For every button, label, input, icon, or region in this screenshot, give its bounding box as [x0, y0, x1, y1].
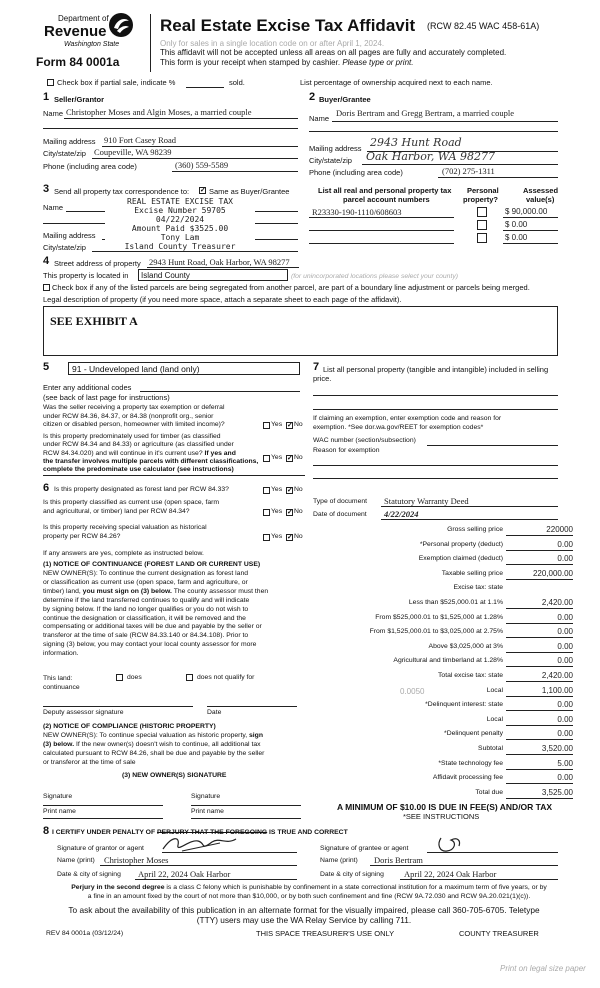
form-rcw: (RCW 82.45 WAC 458-61A) [427, 21, 540, 31]
parcel-2-value[interactable]: $ 0.00 [505, 220, 528, 229]
calc-value[interactable]: 1,100.00 [541, 686, 573, 695]
q-timber-no-label: No [294, 454, 303, 461]
state-label: Washington State [64, 41, 120, 48]
corr-name-label: Name [43, 203, 64, 212]
current-use-question: Is this property classified as current use (open space, farm and agricultural, or timber) land per RCW 84.34? [43, 499, 220, 515]
land-does-label: does [127, 674, 142, 681]
deputy-signature-label: Deputy assessor signature [43, 709, 124, 716]
doc-date-label: Date of document [313, 511, 367, 518]
correspondence-label: Send all property tax correspondence to: [54, 187, 190, 196]
timber-question: Is this property predominately used for timber (as classified under RCW 84.34 and 84.33) or agriculture (as classified under RCW 84.34.020) and will continue in it's current use? If yes and the transfer involves multiple parcels with different classifications, complete the predominate use calculator (see instructions) [43, 433, 259, 474]
street-label: Street address of property [54, 259, 141, 268]
q-current-use-yes[interactable] [263, 509, 270, 516]
doc-type-value[interactable]: Statutory Warranty Deed [384, 496, 469, 506]
section-1-number: 1 [43, 91, 50, 103]
calc-value[interactable]: 0.00 [557, 700, 573, 709]
q-timber-no[interactable]: ✓ [287, 455, 293, 462]
calc-label: Total due [475, 789, 503, 796]
stamp-line-1: REAL ESTATE EXCISE TAX [127, 197, 233, 206]
calc-label: *Personal property (deduct) [419, 541, 503, 548]
segregated-checkbox[interactable] [43, 284, 50, 291]
calc-value[interactable]: 0.00 [557, 729, 573, 738]
calc-label: *Delinquent interest: state [425, 701, 503, 708]
calc-value[interactable]: 2,420.00 [541, 671, 573, 680]
calc-underline [506, 739, 573, 740]
q-timber-yes-label: Yes [271, 454, 283, 461]
calc-value[interactable]: 220,000.00 [532, 569, 573, 578]
segregated-label: Check box if any of the listed parcels are being segregated from another parcel, are part of a boundary line adjustment or parcels being merged. [52, 283, 530, 292]
forest-question: Is this property designated as forest land per RCW 84.33? [54, 486, 229, 493]
calc-value[interactable]: 3,525.00 [541, 788, 573, 797]
section-4-number: 4 [43, 255, 50, 267]
section-7-number: 7 [313, 361, 320, 373]
stamp-line-4: Amount Paid $3525.00 [131, 224, 229, 233]
section-8-number: 8 [43, 825, 50, 837]
owner-print-2-label: Print name [191, 808, 224, 815]
calc-value[interactable]: 0.00 [557, 613, 573, 622]
q-historic-yes-label: Yes [271, 533, 283, 540]
calc-underline [506, 579, 573, 580]
calc-label: Less than $525,000.01 at 1.1% [408, 599, 503, 606]
notice-continuance-text: NEW OWNER(S): To continue the current designation as forest land or classification as current use (open space, farm and agriculture, or timber) land, you must sign on (3) below. The county assessor must then determine if the land transferred continues to qualify and will indicate by signing below. If the land no longer qualifies or you do not wish to continue the designation or classification, it will be removed and the compensating or additional taxes will be due and payable by the seller or transferor at the time of sale (RCW 84.33.140 or 84.34.108). Prior to signing (3) below, you may contact your local county assessor for more information. [43, 570, 269, 658]
buyer-mail-label: Mailing address [309, 144, 362, 153]
land-does-checkbox[interactable] [116, 674, 123, 681]
buyer-name-label: Name [309, 114, 330, 123]
calc-underline [506, 608, 573, 609]
calc-value[interactable]: 0.00 [557, 715, 573, 724]
calc-label: *State technology fee [438, 760, 503, 767]
q-forest-yes[interactable] [263, 487, 270, 494]
legal-size-note: Print on legal size paper [500, 964, 586, 973]
seller-heading: Seller/Grantor [54, 95, 105, 104]
dept-logo [44, 14, 124, 60]
stamp-line-3: 04/22/2024 [155, 215, 205, 224]
deputy-date-label: Date [207, 709, 222, 716]
certify-heading: I CERTIFY UNDER PENALTY OF PERJURY THAT THE FOREGOING IS TRUE AND CORRECT [52, 829, 348, 836]
calc-underline [506, 564, 573, 565]
q-historic-yes[interactable] [263, 534, 270, 541]
calc-value[interactable]: 0.00 [557, 627, 573, 636]
buyer-heading: Buyer/Grantee [319, 95, 371, 104]
grantor-name-value[interactable]: Christopher Moses [104, 855, 169, 865]
buyer-name-value[interactable]: Doris Bertram and Gregg Bertram, a married couple [336, 108, 514, 118]
corr-mail-label: Mailing address [43, 231, 96, 240]
calc-label: Affidavit processing fee [432, 774, 503, 781]
buyer-mail-value[interactable]: 2943 Hunt Road [370, 136, 462, 149]
buyer-phone-value[interactable]: (702) 275-1311 [442, 166, 495, 176]
additional-codes-note: (see back of last page for instructions) [43, 393, 170, 402]
q-current-use-no-label: No [294, 508, 303, 515]
seller-city-label: City/state/zip [43, 149, 86, 158]
located-label: This property is located in [43, 271, 129, 280]
parcel-1-number[interactable]: R23330-190-1110/608603 [312, 207, 402, 217]
parcel-1-value[interactable]: $ 90,000.00 [505, 207, 548, 216]
calc-underline [506, 725, 573, 726]
excise-stamp [105, 197, 255, 251]
calc-label: Total excise tax: state [438, 672, 503, 679]
calc-underline [506, 696, 573, 697]
partial-sale-checkbox[interactable] [47, 79, 54, 86]
calc-label: Exemption claimed (deduct) [418, 555, 503, 562]
calc-value[interactable]: 0.00 [557, 554, 573, 563]
doc-type-label: Type of document [313, 498, 368, 505]
legal-description-value: SEE EXHIBIT A [50, 314, 138, 328]
treasurer-use-label: THIS SPACE TREASURER'S USE ONLY [256, 929, 395, 938]
rev-number: REV 84 0001a (03/12/24) [46, 930, 124, 937]
buyer-city-label: City/state/zip [309, 156, 352, 165]
grantee-date-label: Date & city of signing [320, 871, 384, 878]
grantor-sig-label: Signature of grantor or agent [57, 845, 144, 852]
land-use-value: 91 - Undeveloped land (land only) [72, 364, 200, 374]
revenue-label: Revenue [44, 23, 107, 40]
same-as-buyer-checkbox[interactable]: ✓ [200, 187, 206, 194]
parcel-header-values: value(s) [526, 195, 555, 204]
parcel-3-personal-checkbox[interactable] [477, 233, 487, 243]
revenue-swirl-icon [108, 12, 134, 38]
seller-phone-value[interactable]: (360) 559-5589 [175, 160, 229, 170]
calc-value[interactable]: 0.00 [557, 773, 573, 782]
exemption-claim-text: If claiming an exemption, enter exemption code and reason for exemption. *See dor.wa.gov/REET for exemption codes* [313, 415, 502, 431]
ownership-pct-label: List percentage of ownership acquired next to each name. [300, 78, 493, 87]
notice-continuance-heading: (1) NOTICE OF CONTINUANCE (FOREST LAND OR CURRENT USE) [43, 561, 261, 568]
q-current-use-yes-label: Yes [271, 508, 283, 515]
calc-underline [506, 623, 573, 624]
seller-city-value[interactable]: Coupeville, WA 98239 [94, 147, 172, 157]
calc-label: From $525,000.01 to $1,525,000 at 1.28% [375, 614, 503, 621]
calc-label: Excise tax: state [453, 584, 503, 591]
notice-compliance-heading: (2) NOTICE OF COMPLIANCE (HISTORIC PROPERTY) [43, 723, 216, 730]
calc-underline [506, 681, 573, 682]
county-hint: (for unincorporated locations please select your county) [291, 273, 458, 280]
header-note-2: This form is your receipt when stamped by cashier. Please type or print. [160, 58, 414, 67]
county-treasurer-label: COUNTY TREASURER [459, 929, 539, 938]
calc-label: *Delinquent penalty [444, 730, 503, 737]
parcel-header-2: parcel account numbers [343, 195, 430, 204]
reason-label: Reason for exemption [313, 447, 380, 454]
parcel-header-assessed: Assessed [523, 186, 559, 195]
calc-value[interactable]: 0.00 [557, 642, 573, 651]
parcel-3-value[interactable]: $ 0.00 [505, 233, 528, 242]
buyer-phone-label: Phone (including area code) [309, 168, 403, 177]
calc-value[interactable]: 220000 [546, 525, 573, 534]
parcel-2-personal-checkbox[interactable] [477, 220, 487, 230]
form-title: Real Estate Excise Tax Affidavit [160, 16, 416, 35]
additional-codes-label: Enter any additional codes [43, 383, 132, 392]
q-forest-no[interactable]: ✓ [287, 487, 293, 494]
street-value[interactable]: 2943 Hunt Road, Oak Harbor, WA 98277 [149, 257, 290, 267]
land-does-not-checkbox[interactable] [186, 674, 193, 681]
q-timber-yes[interactable] [263, 455, 270, 462]
minimum-fee-note: A MINIMUM OF $10.00 IS DUE IN FEE(S) AND/OR TAX [337, 802, 553, 812]
buyer-city-value[interactable]: Oak Harbor, WA 98277 [366, 150, 496, 163]
seller-name-label: Name [43, 109, 64, 118]
q-exemption-no[interactable]: ✓ [287, 422, 293, 429]
see-instructions-note: *SEE INSTRUCTIONS [403, 812, 480, 821]
calc-underline [506, 550, 573, 551]
seller-mail-label: Mailing address [43, 137, 96, 146]
header-note-gray: Only for sales in a single location code on or after April 1, 2024. [160, 39, 385, 48]
section-6-number: 6 [43, 482, 50, 494]
calc-underline [506, 637, 573, 638]
header-note-1: This affidavit will not be accepted unless all areas on all pages are fully and accurately completed. [160, 48, 507, 57]
grantee-name-label: Name (print) [320, 857, 358, 864]
perjury-notice: Perjury in the second degree is a class C felony which is punishable by confinement in a state correctional institution for a maximum term of five years, or by a fine in an amount fixed by the court of not more than $10,000, or by both such confinement and fine (RCW 9A.72.030 and RCW 9A.20.021(1)(c)). [71, 884, 547, 900]
calc-underline [506, 710, 573, 711]
wac-label: WAC number (section/subsection) [313, 437, 416, 444]
land-does-not-label: does not qualify for [197, 674, 255, 681]
owner-sig-1-label: Signature [43, 793, 73, 800]
seller-mail-value[interactable]: 910 Fort Casey Road [104, 135, 177, 145]
alt-format-notice: To ask about the availability of this publication in an alternate format for the visually impaired, please call 360-705-6705. Teletype (TTY) users may use the WA Relay Service by calling 711. [68, 905, 540, 925]
calc-value[interactable]: 5.00 [557, 759, 573, 768]
grantee-name-value[interactable]: Doris Bertram [374, 855, 423, 865]
calc-underline [506, 666, 573, 667]
grantee-date-value[interactable]: April 22, 2024 Oak Harbor [404, 869, 497, 879]
calc-value[interactable]: 3,520.00 [541, 744, 573, 753]
parcel-header-1: List all real and personal property tax [318, 186, 452, 195]
calc-underline [506, 769, 573, 770]
q-exemption-yes[interactable] [263, 422, 270, 429]
this-land-label: This land: continuance [43, 675, 80, 691]
q-historic-no-label: No [294, 533, 303, 540]
local-rate-value: 0.0050 [400, 687, 425, 696]
calc-label: Gross selling price [447, 526, 503, 533]
owner-print-1-label: Print name [43, 808, 76, 815]
calc-underline [506, 783, 573, 784]
calc-label: Above $3,025,000 at 3% [428, 643, 503, 650]
calc-label: Taxable selling price [441, 570, 503, 577]
stamp-line-5: Tony Lam [160, 233, 200, 242]
exemption-question: Was the seller receiving a property tax exemption or deferral under RCW 84.36, 84.37, or 84.38 (nonprofit org., senior citizen or disabled person, homeowner with limited income)? [43, 404, 225, 428]
dept-label: Department of [58, 14, 109, 23]
stamp-line-6: Island County Treasurer [124, 242, 236, 251]
grantor-date-value[interactable]: April 22, 2024 Oak Harbor [138, 869, 231, 879]
legal-desc-label: Legal description of property (if you need more space, attach a separate sheet to each page of the affidavit). [43, 295, 402, 304]
parcel-1-personal-checkbox[interactable] [477, 207, 487, 217]
section-3-number: 3 [43, 183, 50, 195]
calc-label: Subtotal [478, 745, 503, 752]
calc-value[interactable]: 0.00 [557, 656, 573, 665]
new-owner-signature-heading: (3) NEW OWNER(S) SIGNATURE [122, 772, 227, 779]
q-forest-yes-label: Yes [271, 486, 283, 493]
parcel-header-personal: Personal [467, 186, 499, 195]
q-exemption-no-label: No [294, 421, 303, 428]
section-2-number: 2 [309, 91, 316, 103]
land-use-select[interactable] [68, 362, 300, 375]
seller-name-value[interactable]: Christopher Moses and Algin Moses, a married couple [66, 107, 252, 117]
q-exemption-yes-label: Yes [271, 421, 283, 428]
grantor-date-label: Date & city of signing [57, 871, 121, 878]
personal-property-label: List all personal property (tangible and intangible) included in selling [323, 365, 549, 374]
calc-value[interactable]: 0.00 [557, 540, 573, 549]
owner-sig-2-label: Signature [191, 793, 221, 800]
calc-value[interactable]: 2,420.00 [541, 598, 573, 607]
partial-sale-label: Check box if partial sale, indicate % [57, 78, 176, 87]
calc-underline [506, 652, 573, 653]
county-select[interactable] [138, 269, 288, 281]
partial-sale-sold: sold. [229, 78, 245, 87]
stamp-line-2: Excise Number 59705 [134, 206, 226, 215]
notice-compliance-text: NEW OWNER(S): To continue special valuation as historic property, sign (3) below. If the new owner(s) doesn't wish to continue, all additional tax calculated pursuant to RCW 84.26, shall be due and payable by the seller or transferor at the time of sale [43, 732, 265, 766]
grantee-sig-label: Signature of grantee or agent [320, 845, 409, 852]
q-current-use-no[interactable]: ✓ [287, 509, 293, 516]
legal-description-box[interactable] [43, 306, 558, 356]
calc-label: Local [486, 716, 503, 723]
calc-label: Agricultural and timberland at 1.28% [393, 657, 503, 664]
seller-phone-label: Phone (including area code) [43, 162, 137, 171]
form-number: Form 84 0001a [36, 55, 120, 69]
calc-label: From $1,525,000.01 to $3,025,000 at 2.75% [369, 628, 503, 635]
calc-underline [506, 754, 573, 755]
county-select-value: Island County [141, 271, 190, 280]
calc-underline [506, 535, 573, 536]
doc-date-value[interactable]: 4/22/2024 [384, 509, 419, 519]
calc-underline [506, 798, 573, 799]
parcel-header-property: property? [463, 195, 499, 204]
if-yes-label: If any answers are yes, complete as instructed below. [43, 550, 204, 557]
q-historic-no[interactable]: ✓ [287, 534, 293, 541]
q-forest-no-label: No [294, 486, 303, 493]
grantor-name-label: Name (print) [57, 857, 95, 864]
personal-property-label-2: price. [313, 374, 332, 383]
corr-city-label: City/state/zip [43, 243, 86, 252]
historic-question: Is this property receiving special valuation as historical property per RCW 84.26? [43, 524, 207, 540]
section-5-number: 5 [43, 361, 50, 373]
calc-label: Local [486, 687, 503, 694]
same-as-buyer-label: Same as Buyer/Grantee [209, 187, 290, 196]
